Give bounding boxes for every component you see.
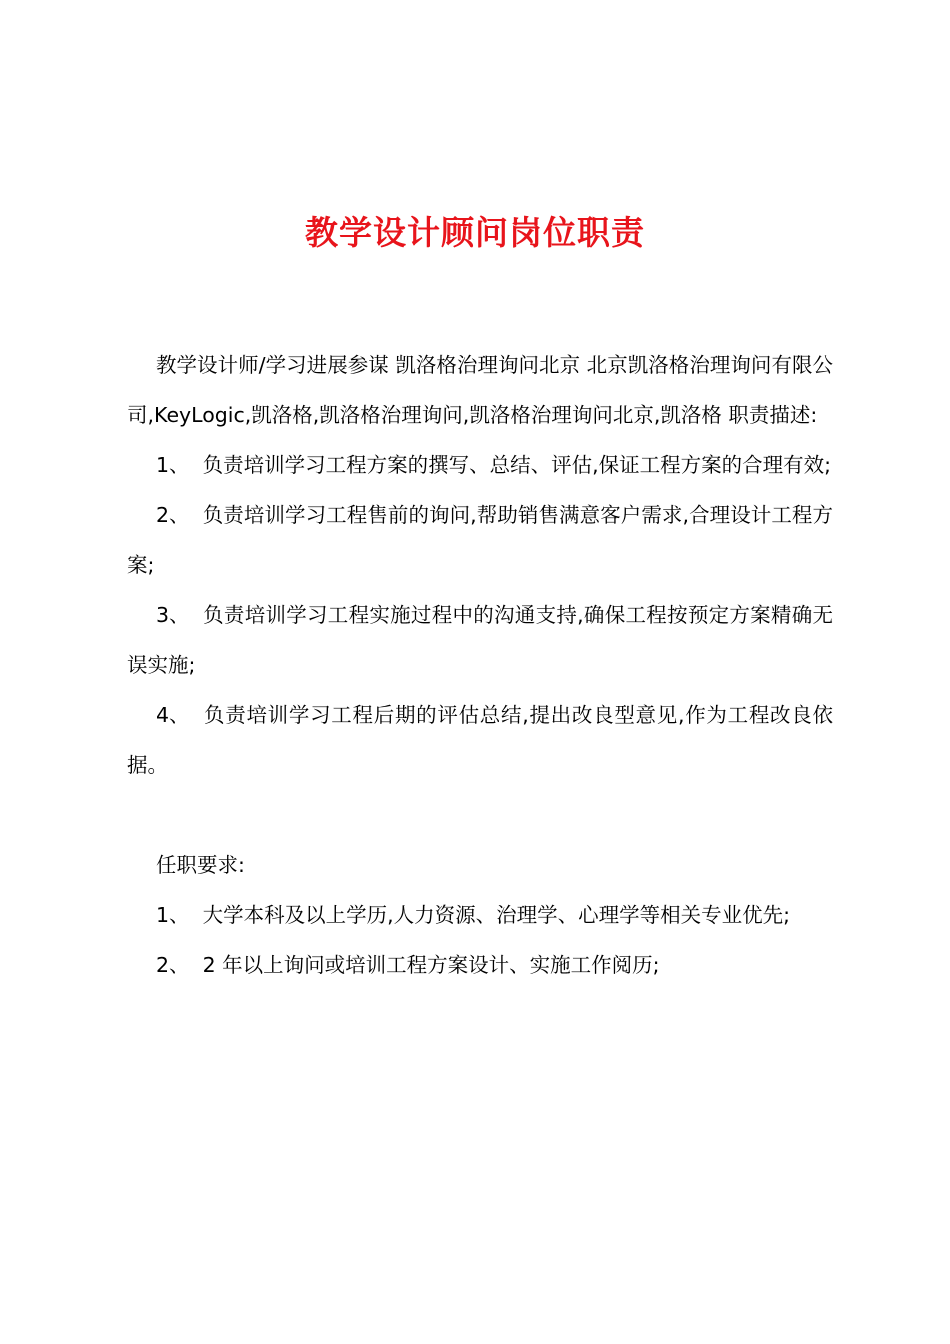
duty-text: 负责培训学习工程后期的评估总结,提出改良型意见,作为工程改良依据。 [127, 703, 833, 777]
duty-item [127, 690, 833, 790]
duty-item [127, 490, 833, 590]
duty-item [127, 590, 833, 690]
requirement-text: 大学本科及以上学历,人力资源、治理学、心理学等相关专业优先; [202, 903, 791, 927]
requirements-heading: 任职要求: [156, 853, 245, 877]
requirement-number: 1、 [156, 903, 190, 927]
duty-number: 1、 [156, 453, 190, 477]
duty-text: 负责培训学习工程实施过程中的沟通支持,确保工程按预定方案精确无误实施; [127, 603, 833, 677]
duty-item [127, 440, 833, 490]
intro-paragraph: 教学设计师/学习进展参谋 凯洛格治理询问北京 北京凯洛格治理询问有限公司,KeyLogic,凯洛格,凯洛格治理询问,凯洛格治理询问北京,凯洛格 职责描述: [127, 353, 833, 427]
requirement-text: 2 年以上询问或培训工程方案设计、实施工作阅历; [202, 953, 660, 977]
duty-number: 4、 [156, 703, 190, 727]
duty-text: 负责培训学习工程售前的询问,帮助销售满意客户需求,合理设计工程方案; [127, 503, 833, 577]
paragraph-spacer [127, 790, 833, 840]
document-title: 教学设计顾问岗位职责 [305, 213, 645, 252]
requirement-item [127, 940, 833, 990]
document-body [127, 340, 833, 990]
duty-number: 2、 [156, 503, 190, 527]
duty-number: 3、 [156, 603, 190, 627]
requirement-item [127, 890, 833, 940]
requirement-number: 2、 [156, 953, 190, 977]
duty-text: 负责培训学习工程方案的撰写、总结、评估,保证工程方案的合理有效; [202, 453, 832, 477]
